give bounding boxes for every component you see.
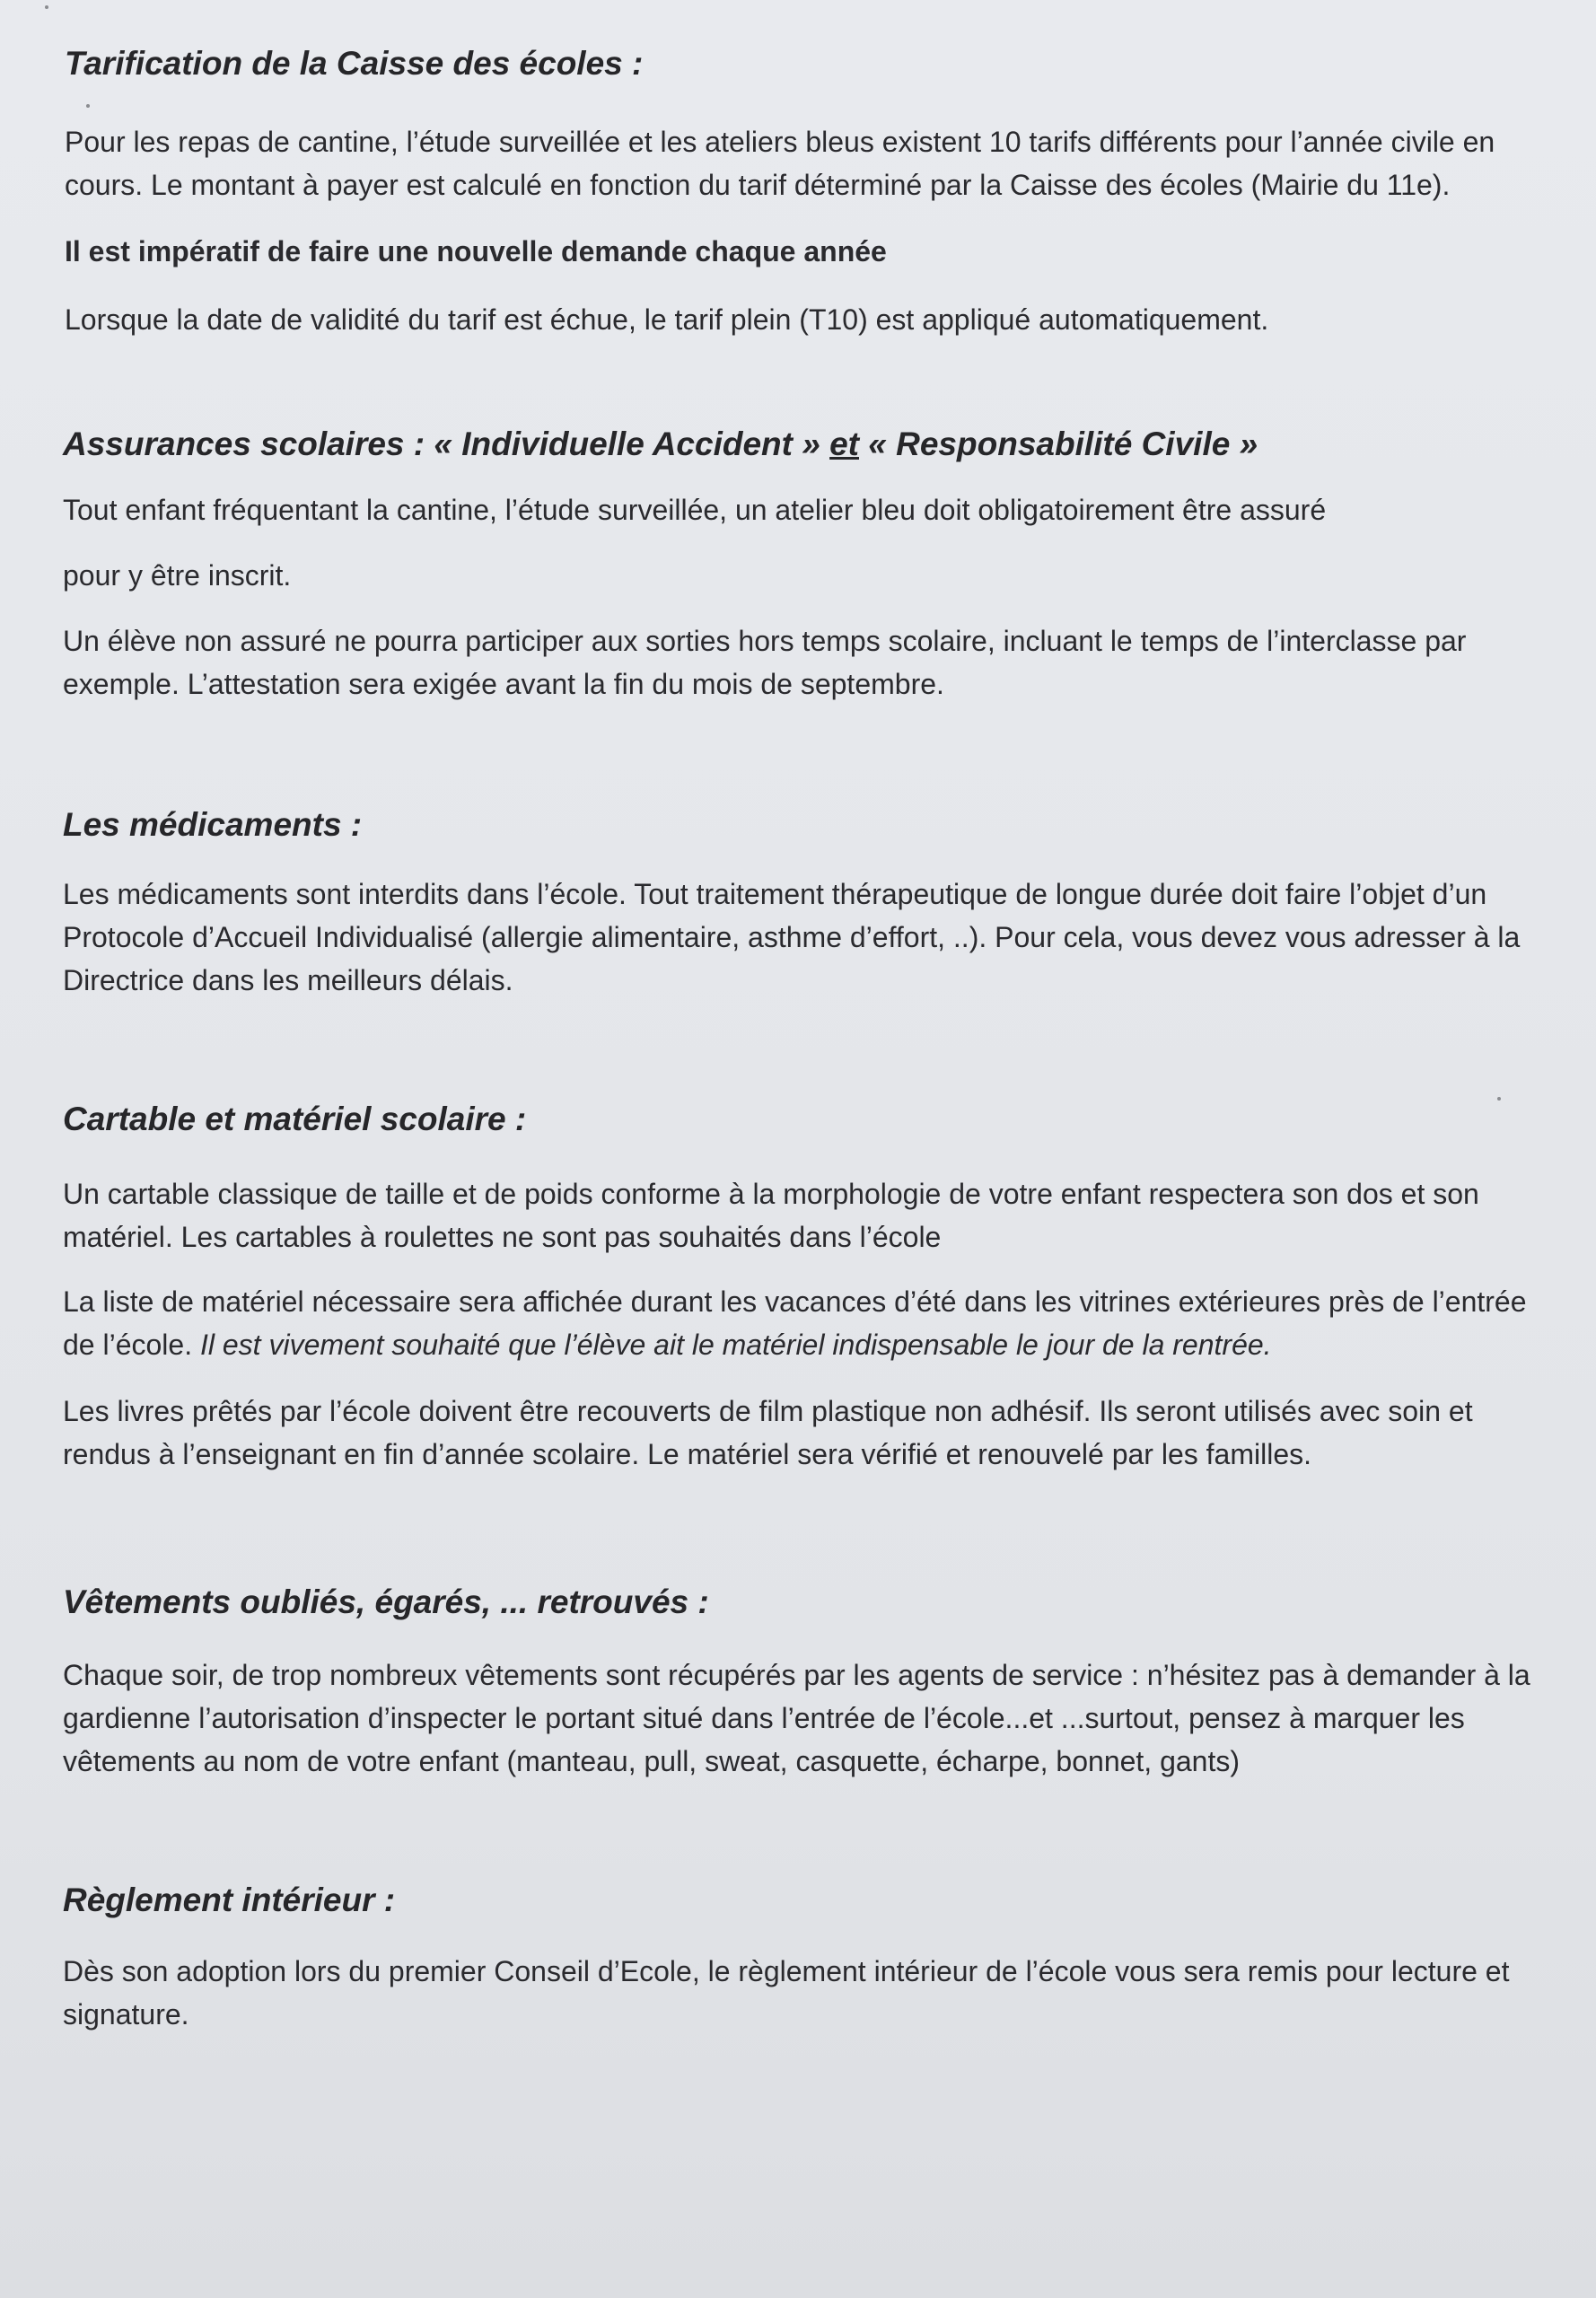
tarification-paragraph-1: Pour les repas de cantine, l’étude surveillée et les ateliers bleus existent 10 tarifs différents pour l’année civile en cours. Le montant à payer est calculé en fonction du tarif déterminé par la Caisse des écoles (Mairie du 11e). xyxy=(65,126,1495,201)
medicaments-paragraph-1: Les médicaments sont interdits dans l’école. Tout traitement thérapeutique de longue durée doit faire l’objet d’un Protocole d’Accueil Individualisé (allergie alimentaire, asthme d’effort, ..). Pour cela, vous devez vous adresser à la Directrice dans les meilleurs délais. xyxy=(63,878,1521,996)
section-tarification xyxy=(65,43,1533,341)
section-title-tarification: Tarification de la Caisse des écoles : xyxy=(65,45,644,82)
section-assurances xyxy=(63,424,1533,706)
assurances-paragraph-2: pour y être inscrit. xyxy=(63,559,292,592)
section-medicaments xyxy=(63,804,1533,1002)
cartable-paragraph-2-italic: Il est vivement souhaité que l’élève ait le matériel indispensable le jour de la rentrée. xyxy=(199,1329,1272,1361)
section-vetements xyxy=(63,1582,1533,1783)
section-title-vetements: Vêtements oubliés, égarés, ... retrouvés : xyxy=(63,1583,709,1620)
assurances-paragraph-3: Un élève non assuré ne pourra participer aux sorties hors temps scolaire, incluant le temps de l’interclasse par exemple. L’attestation sera exigée avant la fin du mois de septembre. xyxy=(63,625,1467,700)
section-reglement xyxy=(63,1880,1533,2036)
section-title-assurances xyxy=(63,424,1533,465)
cartable-paragraph-2 xyxy=(63,1280,1533,1366)
assurances-title-et: et xyxy=(829,425,859,462)
assurances-paragraph-1: Tout enfant fréquentant la cantine, l’étude surveillée, un atelier bleu doit obligatoirement être assuré xyxy=(63,494,1327,526)
paper-speck xyxy=(45,5,48,9)
section-title-reglement: Règlement intérieur : xyxy=(63,1881,396,1918)
cartable-paragraph-2-normal: La liste de matériel nécessaire sera affichée durant les vacances d’été dans les vitrines extérieures près de l’entrée de l’école. xyxy=(63,1285,1527,1361)
tarification-paragraph-2: Il est impératif de faire une nouvelle demande chaque année xyxy=(65,235,887,268)
vetements-paragraph-1: Chaque soir, de trop nombreux vêtements sont récupérés par les agents de service : n’hésitez pas à demander à la gardienne l’autorisation d’inspecter le portant situé dans l’entrée de l’école...et ...surtout, pensez à marquer les vêtements au nom de votre enfant (manteau, pull, sweat, casquette, écharpe, bonnet, gants) xyxy=(63,1659,1530,1777)
section-cartable xyxy=(63,1099,1533,1476)
section-title-medicaments: Les médicaments : xyxy=(63,806,363,843)
cartable-paragraph-1: Un cartable classique de taille et de poids conforme à la morphologie de votre enfant respectera son dos et son matériel. Les cartables à roulettes ne sont pas souhaités dans l’école xyxy=(63,1178,1479,1253)
assurances-title-part-2: « Responsabilité Civile » xyxy=(859,425,1258,462)
section-title-cartable: Cartable et matériel scolaire : xyxy=(63,1101,527,1137)
assurances-title-part-1: Assurances scolaires : « Individuelle Accident » xyxy=(63,425,830,462)
tarification-paragraph-3: Lorsque la date de validité du tarif est échue, le tarif plein (T10) est appliqué automatiquement. xyxy=(65,303,1269,336)
reglement-paragraph-1: Dès son adoption lors du premier Conseil d’Ecole, le règlement intérieur de l’école vous sera remis pour lecture et signature. xyxy=(63,1955,1510,2030)
cartable-paragraph-3: Les livres prêtés par l’école doivent être recouverts de film plastique non adhésif. Ils seront utilisés avec soin et rendus à l’enseignant en fin d’année scolaire. Le matériel sera vérifié et renouvelé par les familles. xyxy=(63,1395,1473,1470)
